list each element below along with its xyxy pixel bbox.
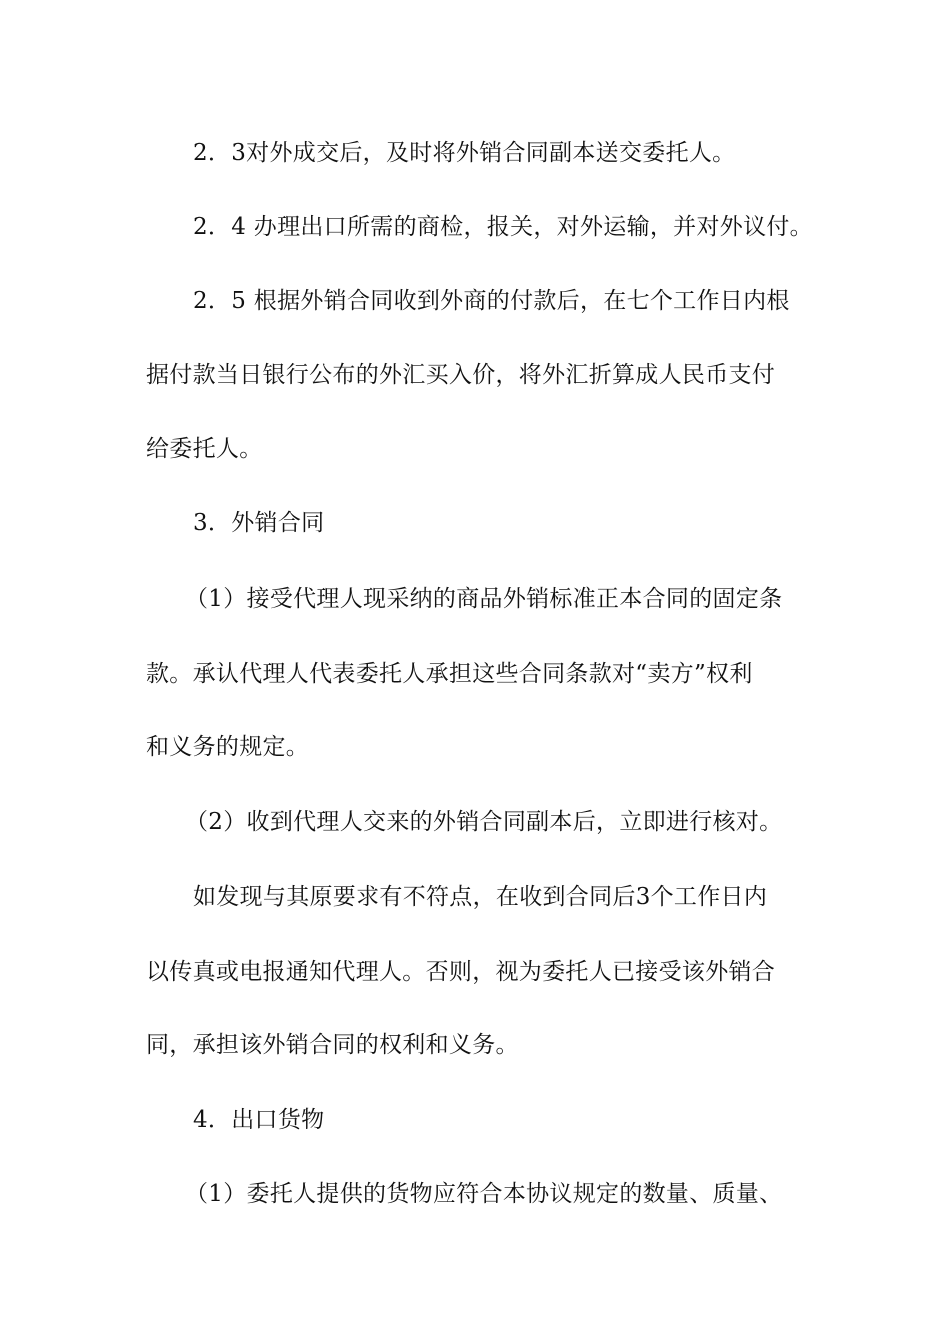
item-4-1-line-1: （1）委托人提供的货物应符合本协议规定的数量、质量、 (185, 1181, 783, 1207)
section-4-heading: 4．出口货物 (193, 1107, 325, 1133)
item-3-1-line-2: 款。承认代理人代表委托人承担这些合同条款对“卖方”权利 (146, 661, 753, 687)
paragraph-discrepancy-line-1: 如发现与其原要求有不符点，在收到合同后3个工作日内 (193, 884, 768, 910)
clause-2-3: 2．3对外成交后，及时将外销合同副本送交委托人。 (193, 140, 736, 166)
item-3-2: （2）收到代理人交来的外销合同副本后，立即进行核对。 (185, 809, 783, 835)
clause-2-4: 2．4 办理出口所需的商检，报关，对外运输，并对外议付。 (193, 214, 813, 240)
section-3-heading: 3．外销合同 (193, 510, 325, 536)
paragraph-discrepancy-line-3: 同，承担该外销合同的权利和义务。 (146, 1032, 519, 1058)
clause-2-5-line-2: 据付款当日银行公布的外汇买入价，将外汇折算成人民币支付 (146, 362, 776, 388)
paragraph-discrepancy-line-2: 以传真或电报通知代理人。否则，视为委托人已接受该外销合 (146, 959, 776, 985)
item-3-1-line-1: （1）接受代理人现采纳的商品外销标准正本合同的固定条 (185, 586, 783, 612)
clause-2-5-line-3: 给委托人。 (146, 436, 263, 462)
clause-2-5-line-1: 2．5 根据外销合同收到外商的付款后，在七个工作日内根 (193, 288, 790, 314)
item-3-1-line-3: 和义务的规定。 (146, 734, 310, 760)
